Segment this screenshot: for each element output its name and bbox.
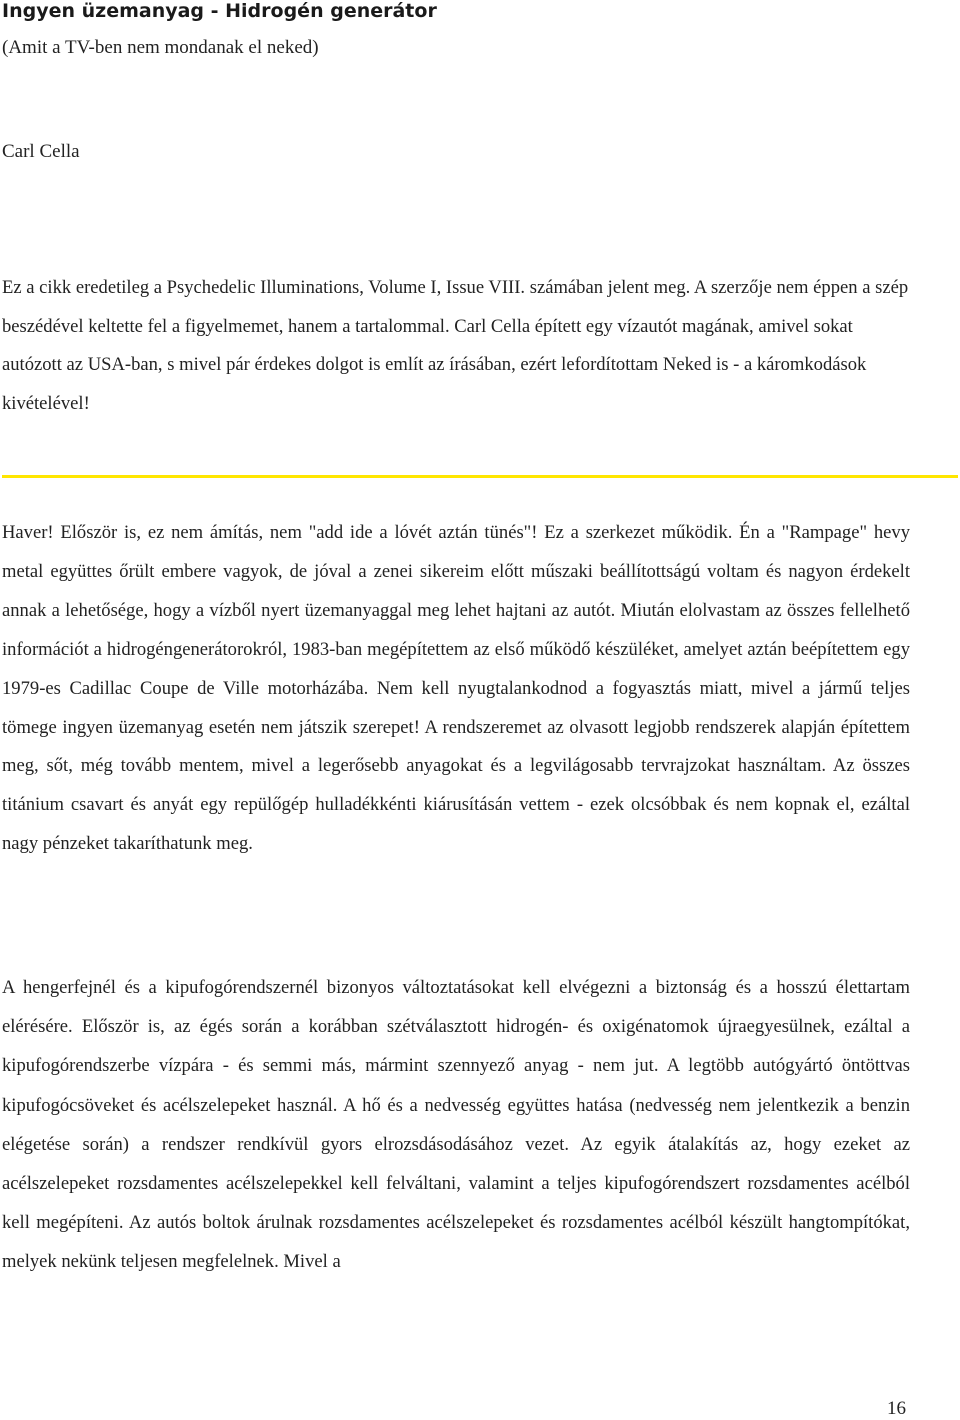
document-subtitle: (Amit a TV-ben nem mondanak el neked)	[2, 37, 319, 58]
author-name: Carl Cella	[2, 141, 80, 162]
body-paragraph: A hengerfejnél és a kipufogórendszernél bizonyos változtatásokat kell elvégezni a biztonság és a hosszú élettartam elérésére. Először is, az égés során a korábban szétválasztott hidrogén- és oxigénatomok újraegyesülnek, ezáltal a kipufogórendszerbe vízpára - és semmi más, mármint szennyező anyag - nem jut. A legtöbb autógyártó öntöttvas kipufogócsöveket és acélszelepeket használ. A hő és a nedvesség együttes hatása (nedvesség nem jelentkezik a benzin elégetése során) a rendszer rendkívül gyors elrozsdásodásához vezet. Az egyik átalakítás az, hogy ezeket az acélszelepeket rozsdamentes acélszelepekkel kell felváltani, valamint a teljes kipufogórendszert rozsdamentes acélból kell megépíteni. Az autós boltok árulnak rozsdamentes acélszelepeket és rozsdamentes acélból készült hangtompítókat, melyek nekünk teljesen megfelelnek. Mivel a	[2, 977, 910, 1273]
intro-paragraph: Ez a cikk eredetileg a Psychedelic Illuminations, Volume I, Issue VIII. számában jelent meg. A szerzője nem éppen a szép beszédével keltette fel a figyelmemet, hanem a tartalommal. Carl Cella épített egy vízautót magának, amivel sokat autózott az USA-ban, s mivel pár érdekes dolgot is említ az írásában, ezért lefordítottam Neked is - a káromkodások kivételével!	[2, 277, 909, 414]
body-paragraph: Haver! Először is, ez nem ámítás, nem "add ide a lóvét aztán tünés"! Ez a szerkezet működik. Én a "Rampage" hevy metal együttes őrült embere vagyok, de jóval a zenei sikereim előtt műszaki beállítottságú voltam és nagyon érdekelt annak a lehetősége, hogy a vízből nyert üzemanyaggal meg lehet hajtani az autót. Miután elolvastam az összes fellelhető információt a hidrogéngenerátorokról, 1983-ban megépítettem az első működő készüléket, amelyet aztán beépítettem egy 1979-es Cadillac Coupe de Ville motorházába. Nem kell nyugtalankodnod a fogyasztás miatt, mivel a jármű teljes tömege ingyen üzemanyag esetén nem játszik szerepet! A rendszeremet az olvasott legjobb rendszerek alapján építettem meg, sőt, még tovább mentem, mivel a legerősebb anyagokat és a legvilágosabb tervrajzokat használtam. Az összes titánium csavart és anyát egy repülőgép hulladékkénti kiárusításán vettem - ezek olcsóbbak és nem kopnak el, ezáltal nagy pénzeket takaríthatunk meg.	[2, 522, 910, 855]
page-number: 16	[887, 1398, 906, 1419]
document-title: Ingyen üzemanyag - Hidrogén generátor	[2, 0, 437, 22]
yellow-separator-line	[2, 475, 958, 478]
